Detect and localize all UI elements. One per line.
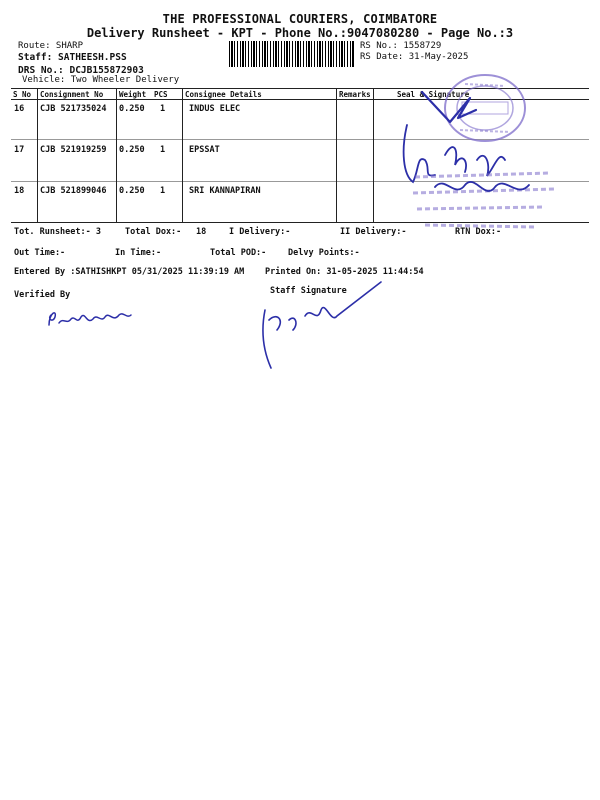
delvy-points: Delvy Points:- [288,248,360,258]
tot-runsheet: Tot. Runsheet:- 3 [14,227,101,237]
table-cell-weight: 0.250 [119,145,145,155]
vehicle-text: Vehicle: Two Wheeler Delivery [22,75,180,85]
table-cell-consignment: CJB 521899046 [40,186,107,196]
table-cell-pcs: 1 [160,104,166,114]
table-cell-consignee: INDUS ELEC [189,104,241,114]
runsheet-title: Delivery Runsheet - KPT - Phone No.:9047080280 - Page No.:3 [86,26,514,40]
table-cell-consignee: SRI KANNAPIRAN [189,186,261,196]
col-header-seal: Seal & Signature [397,90,470,99]
col-divider [336,88,337,222]
col-header-remarks: Remarks [339,90,371,99]
rs-number: RS No.: 1558729 [360,41,442,51]
col-header-pcs: PCS [154,90,168,99]
col-divider [373,88,374,222]
in-time: In Time:- [115,248,162,258]
col-header-consignee: Consignee Details [185,90,262,99]
verified-by-label: Verified By [14,290,71,300]
table-cell-weight: 0.250 [119,186,145,196]
table-cell-consignment: CJB 521735024 [40,104,107,114]
entered-by: Entered By :SATHISHKPT 05/31/2025 11:39:19 AM [14,267,245,277]
barcode [229,41,355,67]
col-divider [116,88,117,222]
company-title: THE PROFESSIONAL COURIERS, COIMBATORE [162,12,438,26]
total-dox-value: 18 [196,227,207,237]
table-cell-weight: 0.250 [119,104,145,114]
staff-signature [255,280,385,375]
ii-delivery: II Delivery:- [340,227,407,237]
rtn-dox: RTN Dox:- [455,227,502,237]
table-cell-consignee: EPSSAT [189,145,220,155]
printed-on: Printed On: 31-05-2025 11:44:54 [265,267,424,277]
out-time: Out Time:- [14,248,66,258]
table-cell-consignment: CJB 521919259 [40,145,107,155]
table-cell-sno: 17 [14,145,25,155]
staff-signature-label: Staff Signature [270,286,347,296]
table-cell-pcs: 1 [160,145,166,155]
rs-date: RS Date: 31-May-2025 [360,52,469,62]
staff-text: Staff: SATHEESH.PSS [18,52,127,63]
table-cell-sno: 18 [14,186,25,196]
col-header-sno: S No [13,90,32,99]
i-delivery: I Delivery:- [229,227,291,237]
total-pod: Total POD:- [210,248,267,258]
route-text: Route: SHARP [18,41,84,51]
total-dox-label: Total Dox:- [125,227,182,237]
col-divider [182,88,183,222]
table-cell-pcs: 1 [160,186,166,196]
drs-number: DRS No.: DCJB155872903 [18,65,144,76]
verifier-signature [45,303,135,331]
col-header-weight: Weight [119,90,147,99]
col-header-consignment: Consignment No [40,90,104,99]
table-cell-sno: 16 [14,104,25,114]
col-divider [37,88,38,222]
